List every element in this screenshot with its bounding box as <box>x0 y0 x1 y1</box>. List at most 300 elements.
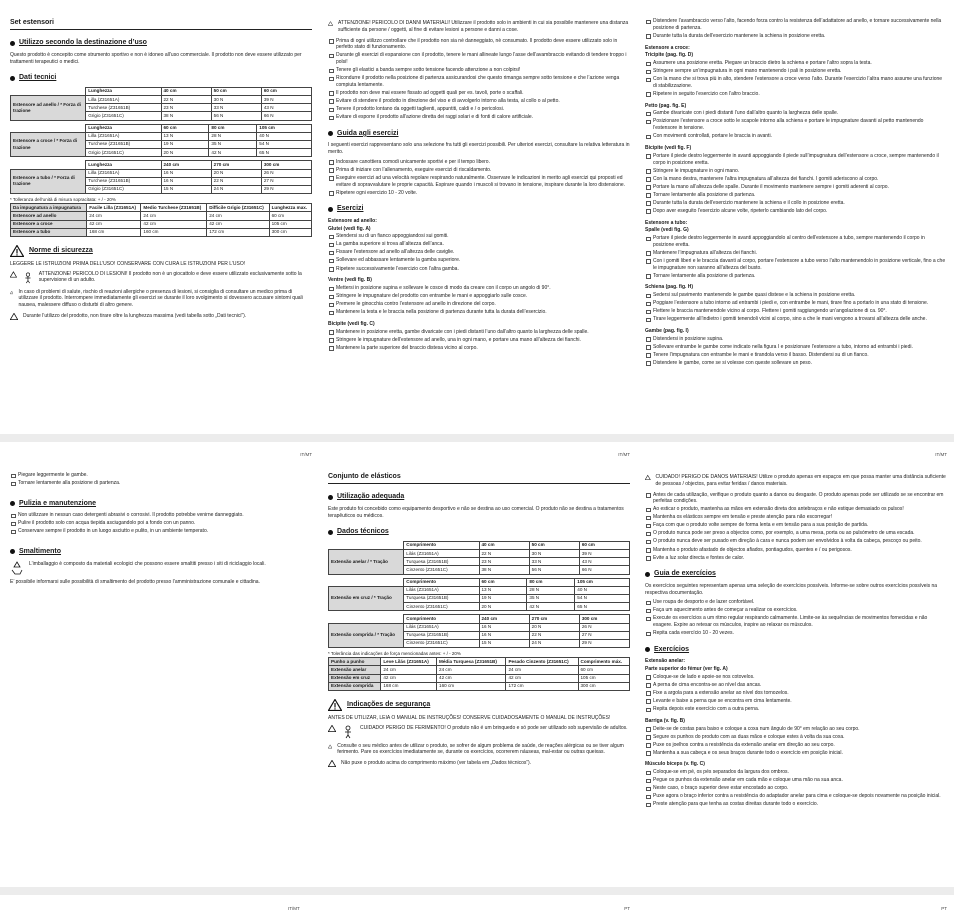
section-heading: Guida agli esercizi <box>328 129 630 138</box>
table-cell: 42 cm <box>506 674 578 682</box>
table-cell: 16 N <box>479 623 529 631</box>
list-item: Distendere le gambe, come se si volesse con queste sollevare un peso. <box>645 360 947 367</box>
guide-text: I seguenti esercizi rappresentano solo una selezione fra tutti gli esercizi possibili. Per ulteriori esercizi, consultare la relativa letteratura in merito. <box>328 142 630 156</box>
list-item: Tenere il prodotto lontano da oggetti taglienti, appuntiti, caldi e / o pericolosi. <box>328 106 630 113</box>
table-cell: Facile Lilla (Z31651A) <box>87 204 141 212</box>
table-row <box>11 220 312 228</box>
table-cell: 16 N <box>479 631 529 639</box>
list-item: Distendere l’avambraccio verso l’alto, facendo forza contro la resistenza dell’adattatore ad anello, e tornare successivamente nella posizione di partenza. <box>645 18 947 32</box>
table-cell: 160 cm <box>141 228 207 236</box>
section-heading: Dati tecnici <box>10 73 312 82</box>
table-row <box>329 541 630 549</box>
table-cell: Estensore ad anello / * Forza di trazione <box>11 96 86 121</box>
bullet-dot-icon <box>328 495 333 500</box>
warning-triangle-icon <box>645 474 651 481</box>
table-cell: 240 cm <box>479 615 529 623</box>
exercise-title: Músculo bíceps (v. fig. C) <box>645 761 705 768</box>
table-row <box>11 169 312 177</box>
table-row <box>329 615 630 623</box>
exercise-steps <box>645 726 947 757</box>
table-cell: 80 cm <box>209 124 257 132</box>
section-heading: Utilização adequada <box>328 492 630 501</box>
list-item: Faça um aquecimento antes de começar a realizar os exercícios. <box>645 607 947 614</box>
list-item: Coloque-se em pé, os pés separados da largura dos ombros. <box>645 769 947 776</box>
warning-material: ATTENZIONE! PERICOLO DI DANNI MATERIALI! Utilizzare il prodotto solo in ambienti in cui sia possibile mantenere una distanza sufficiente da persone / oggetti, al fine di evitare lesioni a persone e danni a cose. <box>328 20 630 34</box>
exercise-steps <box>10 472 312 487</box>
table-cell: 39 N <box>579 550 629 558</box>
warning-triangle-icon <box>328 699 342 711</box>
table-cell: Lunghezza <box>86 124 161 132</box>
warning-health: Consulte o seu médico antes de utilizar o produto, se sofrer de algum problema de saúde, de reações alérgicas ou se tiver algum ferimento. Pare os exercícios imediatamente se, durante os exercícios, ocorrerem náuseas, mal-estar ou outras queixas. <box>328 743 630 757</box>
table-cell: 22 N <box>529 631 579 639</box>
table-cell: Extensão em cruz <box>329 674 381 682</box>
table-cell: 28 N <box>209 132 257 140</box>
table-cell: 65 N <box>257 149 312 157</box>
table-cell <box>329 615 404 623</box>
table-cell: 35 N <box>209 140 257 148</box>
table-row <box>329 578 630 586</box>
tolerance-note: * Tolerância das indicações de força mencionadas antes: + / - 20% <box>328 651 461 657</box>
table-cell: Turquesa (Z31651B) <box>404 594 479 602</box>
table-cell: 27 N <box>579 631 629 639</box>
table-cell: Lilla (Z31651A) <box>86 96 161 104</box>
bullet-dot-icon <box>645 647 650 652</box>
list-item: Premere le ginocchia contro l’estensore ad anello in direzione del corpo. <box>328 301 630 308</box>
list-item: Tornare lentamente alla posizione di partenza. <box>645 273 947 280</box>
table-cell: 13 N <box>161 132 209 140</box>
table-cell: 23 N <box>161 104 211 112</box>
table-cell: 24 cm <box>87 212 141 220</box>
tech-tables <box>328 541 630 691</box>
table-cell: 270 cm <box>529 615 579 623</box>
list-item: Faça com que o produto volte sempre de forma lenta e em tensão para a sua posição de partida. <box>645 522 947 529</box>
list-item: Mantenere l’impugnatura all’altezza dei fianchi. <box>645 250 947 257</box>
list-item: Tornare lentamente alla posizione di partenza. <box>10 480 312 487</box>
table-row <box>11 124 312 132</box>
table-row <box>329 666 630 674</box>
list-item: Execute os exercícios a um ritmo regular respirando calmamente. Limite-se às sequências de movimentos fornecidas e não exagere. Expire ao retesar os músculos, inspire ao relaxar os músculos. <box>645 615 947 629</box>
table-cell: 42 cm <box>87 220 141 228</box>
exercise-steps <box>645 18 947 40</box>
list-item: Flettere le braccia mantenendole vicino al corpo. Flettere i gomiti raggiungendo un’angolazione di ca. 90°. <box>645 308 947 315</box>
section-heading: Guia de exercícios <box>645 569 947 578</box>
list-item: Mantenere la parte superiore del braccio distesa vicino al corpo. <box>328 345 630 352</box>
list-item: Dopo aver eseguito l’esercizio alcune volte, ripeterlo cambiando lato del corpo. <box>645 208 947 215</box>
table-cell: 43 N <box>261 104 311 112</box>
exercise-steps <box>645 110 947 140</box>
safety-heading: Indicações de segurança <box>328 699 630 711</box>
table-cell: 27 N <box>261 177 311 185</box>
page-footer: PT <box>624 905 630 911</box>
table-cell: Estensore a croce / * Forza di trazione <box>11 132 86 157</box>
table-cell: 65 N <box>575 603 630 611</box>
table-cell: Lilás (Z31651A) <box>404 550 479 558</box>
list-item: Fixe a argola para a extensão anelar ao nível dos tornozelos. <box>645 690 947 697</box>
list-item: Portare la mano all’altezza delle spalle. Durante il movimento mantenere sempre i gomiti aderenti al corpo. <box>645 184 947 191</box>
table-cell: 33 N <box>211 104 261 112</box>
table-cell: 24 cm <box>207 212 269 220</box>
tech-table <box>328 614 630 648</box>
table-cell: 20 N <box>211 169 261 177</box>
list-item: Ripetere successivamente l’esercizio con l’altra gamba. <box>328 266 630 273</box>
table-cell: 168 cm <box>87 228 141 236</box>
table-cell: Pesado Cinzento (Z31651C) <box>506 658 578 666</box>
warning-triangle-icon <box>328 760 336 767</box>
table-row <box>11 96 312 104</box>
child-icon <box>22 271 34 285</box>
table-cell: 56 N <box>529 566 579 574</box>
table-row <box>329 623 630 631</box>
table-cell: Lilla (Z31651A) <box>86 132 161 140</box>
section-heading: Exercícios <box>645 645 947 654</box>
table-cell: 60 cm <box>261 87 311 95</box>
table-cell: 39 N <box>261 96 311 104</box>
table-cell: Turchese (Z31651B) <box>86 177 161 185</box>
table-cell: 56 N <box>211 112 261 120</box>
table-cell: 172 cm <box>506 682 578 690</box>
table-cell: 30 N <box>529 550 579 558</box>
list-item: Coloque-se de lado e apoie-se nos cotovelos. <box>645 674 947 681</box>
table-cell: 20 N <box>161 149 209 157</box>
table-cell: Extensão comprida <box>329 682 381 690</box>
page-2 <box>328 18 630 458</box>
list-item: Posizionare l’estensore a croce sotto le scapole intorno alla schiena e portare le impugnature davanti al petto mantenendo l’estensore in tensione. <box>645 118 947 132</box>
warning-triangle-icon <box>328 20 333 27</box>
list-item: La gamba superiore si trova all’altezza dell’anca. <box>328 241 630 248</box>
table-cell: 60 cm <box>578 666 630 674</box>
bullet-dot-icon <box>10 549 15 554</box>
list-item: Pulire il prodotto solo con acqua tiepida asciugandolo poi a fondo con un panno. <box>10 520 312 527</box>
table-cell: 300 cm <box>578 682 630 690</box>
exercise-group-title: Estensore a croce: <box>645 44 690 51</box>
table-cell: Da impugnatura a impugnatura <box>11 204 87 212</box>
table-cell: Estensore a croce <box>11 220 87 228</box>
table-cell: 16 N <box>161 177 211 185</box>
table-cell: Turchese (Z31651B) <box>86 104 161 112</box>
list-item: Preste atenção para que tenha as costas direitas durante todo o exercício. <box>645 801 947 808</box>
list-item: Mettersi in posizione supina e sollevare le cosce di modo da creare con il corpo un angolo di 90°. <box>328 285 630 292</box>
list-item: Mantenere la testa e le braccia nella posizione di partenza durante tutta la durata dell’esercizio. <box>328 309 630 316</box>
list-item: Durante gli esercizi di espansione con il prodotto, tenere le mani allineate lungo l’asse dell’avambraccio evitando di tendere troppo i polsi! <box>328 52 630 66</box>
safety-list <box>328 38 630 121</box>
exercise-title: Bicipite (vedi fig. F) <box>645 145 692 152</box>
section-heading: Dados técnicos <box>328 527 630 536</box>
list-item: Durante tutta la durata dell’esercizio mantenere la schiena e il collo in posizione eretta. <box>645 200 947 207</box>
table-cell: Difficile Grigio (Z31651C) <box>207 204 269 212</box>
warning-health: In caso di problemi di salute, rischio di reazioni allergiche o presenza di lesioni, si consiglia di consultare un medico prima di utilizzare il prodotto. Interrompere immediatamente gli esercizi se durante il loro svolgimento si dovessero accusare sintomi quali nausea, malessere diffuso o disturbi di altro genere. <box>10 289 312 309</box>
exercise-title: Schiena (pag. fig. H) <box>645 284 694 291</box>
table-cell: 105 cm <box>257 124 312 132</box>
list-item: Prima di iniziare con l’allenamento, eseguire esercizi di riscaldamento. <box>328 167 630 174</box>
safety-list <box>645 492 947 562</box>
table-cell: 15 N <box>479 639 529 647</box>
safety-caps: LEGGERE LE ISTRUZIONI PRIMA DELL’USO! CONSERVARE CON CURA LE ISTRUZIONI PER L’USO! <box>10 260 246 267</box>
bullet-dot-icon <box>328 131 333 136</box>
list-item: Con movimenti controllati, portare le braccia in avanti. <box>645 133 947 140</box>
table-cell: 60 cm <box>579 541 629 549</box>
list-item: Repita cada exercício 10 - 20 vezes. <box>645 630 947 637</box>
list-item: Evitare di esporre il prodotto all’azione diretta dei raggi solari e di fonti di calore artificiale. <box>328 114 630 121</box>
list-item: Puxe agora o braço inferior contra a resistência do adaptador anelar para cima e coloque-se depois novamente na posição inicial. <box>645 793 947 800</box>
table-cell: 15 N <box>161 185 211 193</box>
list-item: O produto nunca deve ser puxado em direção à cara e nunca podem ser envolvidos à volta da cabeça, pescoço ou peito. <box>645 538 947 545</box>
table-cell: 40 N <box>575 586 630 594</box>
table-cell: 40 N <box>257 132 312 140</box>
table-cell: Grigio (Z31651C) <box>86 149 161 157</box>
table-cell: 22 N <box>479 550 529 558</box>
table-cell: 24 cm <box>381 666 437 674</box>
exercise-steps <box>645 235 947 279</box>
table-cell: 54 N <box>257 140 312 148</box>
table-cell: Lilás (Z31651A) <box>404 623 479 631</box>
list-item: Segure os punhos do produto com as duas mãos e coloque estes à volta da sua coxa. <box>645 734 947 741</box>
bullet-dot-icon <box>328 207 333 212</box>
table-cell: Leve Lilás (Z31651A) <box>381 658 437 666</box>
section-heading: Pulizia e manutenzione <box>10 499 312 508</box>
table-cell: 28 N <box>527 586 575 594</box>
table-cell: Comprimento <box>404 541 479 549</box>
list-item: Tirare leggermente all’indietro i gomiti tenendoli vicini al corpo, sino a che le mani vengono a trovarsi all’altezza delle anche. <box>645 316 947 323</box>
list-item: Piegare leggermente le gambe. <box>10 472 312 479</box>
use-text: Este produto foi concebido como equipamento desportivo e não se destina ao uso comercial. O produto não se destina a tratamentos terapêuticos ou médicos. <box>328 505 624 519</box>
warning-child: ATTENZIONE! PERICOLO DI LESIONI! Il prodotto non è un giocattolo e deve essere utilizzato esclusivamente sotto la supervisione di un adulto. <box>10 271 312 285</box>
table-cell: 43 N <box>579 558 629 566</box>
exercise-title: Barriga (v. fig. B) <box>645 717 685 724</box>
list-item: Antes de cada utilização, verifique o produto quanto a danos ou desgaste. O produto apenas pode ser utilizado se se encontrar em perfeitas condições. <box>645 492 947 506</box>
warning-length: Não puxe o produto acima do comprimento máximo (ver tabela em „Dados técnicos“). <box>328 760 630 767</box>
table-row <box>11 132 312 140</box>
list-item: Gambe divaricate con i piedi distanti l’uno dall’altro quanto la larghezza delle spalle. <box>645 110 947 117</box>
exercise-title: Petto (pag. fig. E) <box>645 102 687 109</box>
table-cell: 24 N <box>211 185 261 193</box>
table-row <box>11 204 312 212</box>
table-cell: Extensão comprida / * Tração <box>329 623 404 648</box>
table-cell <box>11 161 86 169</box>
list-item: Tenere l’impugnatura con entrambe le mani e tirandola verso il basso. Distendersi su di un fianco. <box>645 352 947 359</box>
list-item: Stringere le impugnature in ogni mano. <box>645 168 947 175</box>
table-cell: 30 N <box>211 96 261 104</box>
exercise-title: Spalle (vedi fig. G) <box>645 227 689 234</box>
warning-triangle-icon <box>10 245 24 257</box>
table-cell: 60 cm <box>479 578 527 586</box>
table-cell: 300 cm <box>261 161 311 169</box>
list-item: Mantenha os elásticos sempre em tensão e preste atenção para não escorregar! <box>645 514 947 521</box>
table-cell: Turchese (Z31651B) <box>86 140 161 148</box>
exercise-group-title: Estensore ad anello: <box>328 217 377 224</box>
table-cell: 24 cm <box>506 666 578 674</box>
warning-material: CUIDADO! PERIGO DE DANOS MATERIAIS! Utilize o produto apenas em espaços em que possa manter uma distância suficiente de pessoas / objectos, para evitar feridas / danos materiais. <box>645 474 947 488</box>
tech-tables <box>10 87 312 237</box>
list-item: Mantenha o produto afastado de objectos afiados, pontiagudos, quentes e / ou perigosos. <box>645 547 947 554</box>
grip-table <box>10 203 312 237</box>
exercise-steps <box>328 285 630 316</box>
list-item: Poggiare l’estensore a tubo intorno ad entrambi i piedi e, con entrambe le mani, tirare fino a portarlo in una stato di tensione. <box>645 300 947 307</box>
grip-table <box>328 657 630 691</box>
table-cell: 60 cm <box>269 212 311 220</box>
list-item: Assumere una posizione eretta. Piegare un braccio dietro la schiena e portare l’altro sopra la testa. <box>645 60 947 67</box>
table-cell: 22 N <box>161 96 211 104</box>
disposal-box: L’imballaggio è composto da materiali ecologici che possono essere smaltiti presso i siti di riciclaggio locali. <box>10 561 312 575</box>
safety-heading: Norme di sicurezza <box>10 245 312 257</box>
table-cell: 29 N <box>261 185 311 193</box>
table-cell: Cinzento (Z31651C) <box>404 603 479 611</box>
page-footer: IT/MT <box>618 451 630 457</box>
list-item: Durante tutta la durata dell’esercizio mantenere la schiena in posizione eretta. <box>645 33 947 40</box>
warning-triangle-icon <box>328 725 336 732</box>
bullet-dot-icon <box>645 572 650 577</box>
exercise-steps <box>645 60 947 98</box>
table-cell: Lilás (Z31651A) <box>404 586 479 594</box>
exercise-group-title: Estensore a tubo: <box>645 219 688 226</box>
table-cell: 19 N <box>479 594 527 602</box>
table-cell: 168 cm <box>381 682 437 690</box>
table-row <box>329 674 630 682</box>
table-row <box>11 212 312 220</box>
table-cell: Média Turquesa (Z31651B) <box>437 658 506 666</box>
safety-caps: ANTES DE UTILIZAR, LEIA O MANUAL DE INSTRUÇÕES! CONSERVE CUIDADOSAMENTE O MANUAL DE INSTRUÇÕES! <box>328 714 611 721</box>
table-row <box>11 228 312 236</box>
list-item: Ripetere ogni esercizio 10 - 20 volte. <box>328 190 630 197</box>
exercise-steps <box>645 153 947 215</box>
list-item: Repita depois este exercício com a outra perna. <box>645 706 947 713</box>
list-item: Use roupa de desporto e de lazer confortável. <box>645 599 947 606</box>
list-item: Fissare l’estensore ad anello all’altezza delle caviglie. <box>328 249 630 256</box>
list-item: Mantenha a sua cabeça e os seus braços durante todo o exercício em posição inicial. <box>645 750 947 757</box>
exercise-steps <box>645 769 947 808</box>
list-item: Sollevare entrambe le gambe come indicato nella figura I e posizionare l’estensore a tubo, intorno ad entrambi i piedi. <box>645 344 947 351</box>
list-item: Evite a luz solar directa e fontes de calor. <box>645 555 947 562</box>
table-row <box>329 682 630 690</box>
list-item: Prima di ogni utilizzo controllare che il prodotto non sia nè danneggiato, nè consumato. Il prodotto deve essere utilizzato solo in perfetto stato di funzionamento. <box>328 38 630 52</box>
list-item: Tenere gli elastici a banda sempre sotto tensione facendo attenzione a non colpirsi! <box>328 67 630 74</box>
list-item: Portare il piede destro leggermente in avanti appoggiando il piede sull’impugnatura dell’estensore a croce, sempre mantenendo il corpo in posizione eretta. <box>645 153 947 167</box>
table-cell: 80 cm <box>527 578 575 586</box>
table-cell <box>329 541 404 549</box>
warning-triangle-icon <box>328 743 332 750</box>
table-cell: 24 N <box>529 639 579 647</box>
warning-triangle-icon <box>10 271 17 278</box>
table-cell: 42 cm <box>437 674 506 682</box>
disposal-text: E’ possibile informarsi sulle possibilità di smaltimento del prodotto presso l’amministrazione comunale e cittadina. <box>10 578 260 585</box>
table-cell: Extensão em cruz / * Tração <box>329 586 404 611</box>
table-cell: 20 N <box>479 603 527 611</box>
warning-triangle-icon <box>10 289 13 296</box>
list-item: Con la mano che si trova più in alto, stendere l’estensore a croce verso l’alto. Durante l’esercizio l’altra mano assume una funzione di stabilizzazione. <box>645 76 947 90</box>
table-cell: 66 N <box>579 566 629 574</box>
page-footer: IT/MT <box>300 451 312 457</box>
list-item: Ripetere in seguito l’esercizio con l’altro braccio. <box>645 91 947 98</box>
exercise-title: Gambe (pag. fig. I) <box>645 328 689 335</box>
exercise-steps <box>328 233 630 272</box>
guide-list <box>645 599 947 637</box>
table-cell: Comprimento máx. <box>578 658 630 666</box>
list-item: Stendersi su di un fianco appoggiandosi sui gomiti. <box>328 233 630 240</box>
table-cell: 300 cm <box>579 615 629 623</box>
list-item: Con i gomiti liberi e le braccia davanti al corpo, portare l’estensore a tubo verso l’alto mantenendolo in posizione verticale, fino a che le impugnature non saranno all’altezza del busto. <box>645 258 947 272</box>
table-cell: 19 N <box>161 140 209 148</box>
table-cell: Turquesa (Z31651B) <box>404 631 479 639</box>
tech-table <box>328 541 630 575</box>
table-cell: 23 N <box>479 558 529 566</box>
page-3 <box>645 18 947 458</box>
bullet-dot-icon <box>328 530 333 535</box>
exercise-title: Tricipite (pag. fig. D) <box>645 52 694 59</box>
table-cell: 270 cm <box>211 161 261 169</box>
table-cell: Punho a punho <box>329 658 381 666</box>
list-item: Distendersi in posizione supina. <box>645 336 947 343</box>
table-cell: 29 N <box>579 639 629 647</box>
table-cell: Cinzento (Z31651C) <box>404 639 479 647</box>
exercise-title: Bicipite (vedi fig. C) <box>328 320 375 327</box>
list-item: Conservare sempre il prodotto in un luogo asciutto e pulito, in un ambiente temperato. <box>10 528 312 535</box>
table-cell: 40 cm <box>479 541 529 549</box>
bullet-dot-icon <box>10 501 15 506</box>
tech-table <box>328 578 630 612</box>
page-title: Set estensori <box>10 18 312 30</box>
table-cell: 24 cm <box>437 666 506 674</box>
list-item: Indossare canottiera comodi unicamente sportivi e per il tempo libero. <box>328 159 630 166</box>
table-cell: 16 N <box>161 169 211 177</box>
table-cell: 240 cm <box>161 161 211 169</box>
warning-triangle-icon <box>10 313 18 320</box>
list-item: Tornare lentamente alla posizione di partenza. <box>645 192 947 199</box>
table-cell: Grigio (Z31651C) <box>86 112 161 120</box>
page-4 <box>10 472 312 912</box>
table-row <box>11 161 312 169</box>
table-cell: 160 cm <box>437 682 506 690</box>
tech-table <box>10 160 312 194</box>
list-item: A perna de cima encontra-se ao nível das ancas. <box>645 682 947 689</box>
bullet-dot-icon <box>10 41 15 46</box>
list-item: Stringere le impugnature del prodotto con entrambe le mani e appoggiarlo sulle cosce. <box>328 293 630 300</box>
guide-list <box>328 159 630 197</box>
tech-table <box>10 87 312 121</box>
use-text: Questo prodotto è concepito come strumento sportivo e non è idoneo all’uso commerciale. Il prodotto non deve essere utilizzato per trattamenti terapeutici o medici. <box>10 51 302 65</box>
list-item: Ricondurre il prodotto nella posizione di partenza assicurandosi che questo rimanga sempre sotto tensione e che l’azione venga compiuta lentamente. <box>328 75 630 89</box>
table-cell: Lunghezza max. <box>269 204 311 212</box>
table-cell: 33 N <box>529 558 579 566</box>
table-row <box>11 87 312 95</box>
exercise-steps <box>645 336 947 367</box>
tech-table <box>10 124 312 158</box>
exercise-steps <box>328 329 630 352</box>
tolerance-note: * Tolleranza dell’unità di misura sopracitata: + / - 20% <box>10 197 116 203</box>
table-cell: Extensão anelar / * Tração <box>329 550 404 575</box>
exercise-steps <box>645 292 947 323</box>
cleaning-list <box>10 512 312 535</box>
list-item: Stringere sempre un’impugnatura in ogni mano mantenendo i pali in posizione eretta. <box>645 68 947 75</box>
warning-child: CUIDADO! PERIGO DE FERIMENTO! O produto não é um brinquedo e só pode ser utilizado sob supervisão de adultos. <box>328 725 630 739</box>
list-item: Portare il piede destro leggermente in avanti appoggiandolo al centro dell’estensore a tubo, sempre mantenendo il corpo in posizione eretta. <box>645 235 947 249</box>
table-cell: Medio Turchese (Z31651B) <box>141 204 207 212</box>
exercise-title: Ventre (vedi fig. B) <box>328 277 372 284</box>
table-cell: 38 N <box>479 566 529 574</box>
list-item: Mantenere in posizione eretta, gambe divaricate con i piedi distanti l’uno dall’altro quanto la larghezza delle spalle. <box>328 329 630 336</box>
section-heading: Esercizi <box>328 204 630 213</box>
page-title: Conjunto de elásticos <box>328 472 630 484</box>
section-heading: Smaltimento <box>10 547 312 556</box>
table-cell: 42 cm <box>207 220 269 228</box>
list-item: Ao esticar o produto, mantenha as mãos em extensão direta dos antebraços e não estique demasiado os pulsos! <box>645 506 947 513</box>
table-cell: 40 cm <box>161 87 211 95</box>
list-item: Con la mano destra, mantenere l’altra impugnatura all’altezza dei fianchi. I gomiti aderiscono al corpo. <box>645 176 947 183</box>
table-cell: 300 cm <box>269 228 311 236</box>
page-footer-left: IT/MT <box>288 905 300 911</box>
bullet-dot-icon <box>10 76 15 81</box>
table-cell: Estensore ad anello <box>11 212 87 220</box>
table-cell: 26 N <box>579 623 629 631</box>
recycling-icon <box>10 561 24 575</box>
